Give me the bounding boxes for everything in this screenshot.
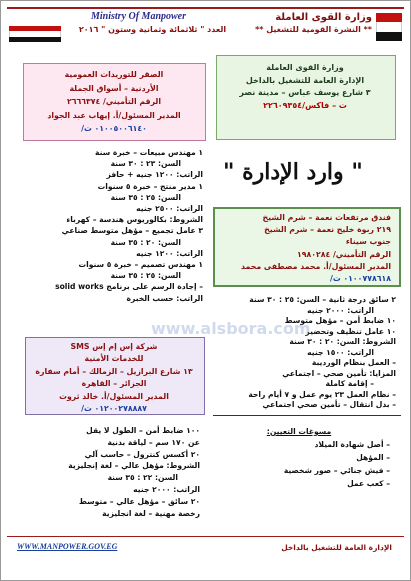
job-line: – نظام العمل ٢٣ يوم عمل و ٧ أيام راحة (248, 389, 396, 399)
job-line: الراتب: ٢٠٠٠ جنيه (133, 484, 200, 494)
job-line: ٣ عامل تجميع – مؤهل متوسط صناعي (61, 226, 203, 236)
job-line: السن: ٢٠ : ٣٥ سنة (110, 237, 181, 247)
hotel-line: الرقم التأميني/ ١٩٨٠٢٨٤ (296, 249, 391, 259)
job-line (18, 281, 203, 292)
sms-line: ٠١٢٠٠٢٧٨٨٨٧ ت/ (81, 404, 147, 414)
hotel-line: ٠١٠٠٧٧٨٦١٨ ت/ (330, 274, 391, 284)
sms-line: المدير المسئول/أ. خالد ثروت (59, 391, 169, 401)
job-line: الشروط: السن: ٢٠ : ٣٠ سنة (289, 337, 396, 346)
job-line: ١ مدير منتج – خبرة ٥ سنوات (97, 181, 203, 191)
job-line: ١٠٠ ضابط أمن – الطول لا يقل (86, 426, 200, 435)
sakr-line: الصقر للتوريدات العمومية (64, 70, 164, 79)
job-line: الراتب: حسب الخبرة (126, 293, 203, 303)
hotel-line: ٢١٩ ربوة خليج نعمة – شرم الشيخ (264, 225, 391, 235)
job-line: الشروط: مؤهل عالي – لغة إنجليزية (68, 461, 200, 471)
job-line: السن: ٢٥ : ٣٥ سنة (110, 271, 181, 281)
footer-department: الإدارة العامة للتشغيل بالداخل (281, 543, 392, 552)
document-item: – فيش جنائي – صور شخصية (283, 466, 390, 475)
sms-company-box (25, 337, 205, 415)
job-line: الراتب: ١٢٠٠ جنيه + حافز (106, 170, 203, 180)
hotel-line: فندق مرتفعات نعمة – شرم الشيخ (262, 213, 391, 222)
job-line: – بدل انتقال – تأمين صحي اجتماعي (262, 400, 396, 409)
sms-line: للخدمات الأمنية (84, 354, 144, 364)
sms-jobs-list (18, 425, 200, 519)
header-rule (7, 7, 404, 9)
hotel-company-box (213, 207, 401, 287)
job-line: السن: ٢٢ : ٣٥ سنة (107, 473, 178, 483)
job-line: الشروط: بكالوريوس هندسة – كهرباء (66, 215, 203, 225)
sms-line: شركة إس إم إس SMS (70, 342, 158, 351)
sakr-company-box (23, 63, 206, 141)
job-line: الراتب: ١٥٠٠ جنيه (307, 347, 374, 357)
job-line: الراتب: ٢٠٠٠ جنيه (307, 305, 374, 315)
job-line: – العمل بنظام الورديبة (311, 358, 396, 367)
job-line: ٢٠ أكسس كنترول – حاسب آلي (84, 449, 200, 459)
directorate-line: ٣ شارع يوسف عباس – مدينة نصر (239, 88, 371, 97)
sakr-line: الأردنية – أسواق الجملة (69, 83, 159, 93)
hotel-line: المدير المسئول/أ. محمد مصطفى محمد (240, 261, 391, 271)
directorate-line: وزارة القوى العاملة (266, 63, 344, 72)
job-line: السن: ٢٥ : ٣٥ سنة (110, 192, 181, 202)
job-line: – إقامة كاملة (325, 379, 374, 388)
site-watermark: www.alsbora.com (151, 319, 311, 338)
document-item: – كعب عمل (347, 479, 390, 488)
job-line: ١ مهندس مبيعات – خبرة سنة (95, 148, 203, 157)
footer-rule (7, 536, 404, 537)
software-name: solid works (55, 282, 104, 292)
hotel-line: جنوب سيناء (345, 237, 391, 247)
flag-right (376, 13, 402, 41)
sakr-jobs-list (18, 147, 203, 304)
bulletin-name: ** النشرة القومية للتشغيل ** (255, 25, 372, 34)
job-line: ١ مهندس تصميم – خبرة ٥ سنوات (78, 260, 203, 270)
section-title: " وارد الإدارة " (223, 159, 363, 185)
directorate-line: ت – فاكس/٢٢٦٠٩٣٥٤ (263, 100, 347, 110)
job-line: ١٠ ضابط أمن – مؤهل متوسط (284, 316, 396, 325)
sms-line: الجزائر – القاهرة (81, 379, 147, 389)
footer-website-link[interactable]: WWW.MANPOWER.GOV.EG (17, 542, 118, 551)
job-line: ٢ سائق درجة ثانية – السن: ٢٥ : ٣٠ سنة (249, 295, 396, 304)
job-line: رخصة مهنية – لغة انجليزية (102, 508, 200, 518)
job-line-text: – إجادة الرسم على برنامج (106, 282, 203, 292)
sakr-line: الرقم التأميني/ ٢٦٦٦٣٧٤ (66, 97, 162, 106)
document-item: – أصل شهادة الميلاد (314, 440, 390, 449)
hotel-jobs-list (208, 295, 396, 411)
job-line: الراتب: ٢٥٠٠ جنيه (136, 204, 203, 214)
ministry-name-en: Ministry Of Manpower (91, 11, 187, 22)
issue-number: العدد " ثلاثمائة وثمانية وستون " ٢٠١٦ (78, 25, 227, 34)
sakr-line: ٠١٠٠٥٠٠٦١٤٠ ت/ (81, 124, 147, 133)
directorate-box (216, 55, 396, 140)
job-line: ١٠ عامل تنظيف وتحضير (305, 326, 396, 336)
sakr-line: المدير المسئول/أ. إيهاب عبد الجواد (47, 110, 181, 120)
flag-left (9, 26, 61, 42)
job-line: المزايا: تأمين صحي – اجتماعي (282, 368, 396, 378)
sms-line: ١٣ شارع البرازيل – الزمالك – أمام سفارة (35, 366, 193, 376)
job-line: الراتب: ١٢٠٠ جنيه (136, 248, 203, 258)
ministry-name-ar: وزارة القوى العاملة (275, 12, 372, 23)
job-line: السن: ٢٣ : ٣٠ سنة (110, 159, 181, 169)
job-line: ٢٠ سائق – مؤهل عالي – متوسط (79, 496, 200, 506)
required-documents (208, 425, 390, 490)
section-divider (213, 415, 401, 416)
directorate-line: الإدارة العامة للتشغيل بالداخل (245, 75, 365, 85)
documents-title: مسوغات التعيين: (266, 427, 332, 436)
job-line: عن ١٧٠ سم – لياقة بدنية (107, 437, 200, 447)
document-item: – المؤهل (356, 453, 390, 462)
